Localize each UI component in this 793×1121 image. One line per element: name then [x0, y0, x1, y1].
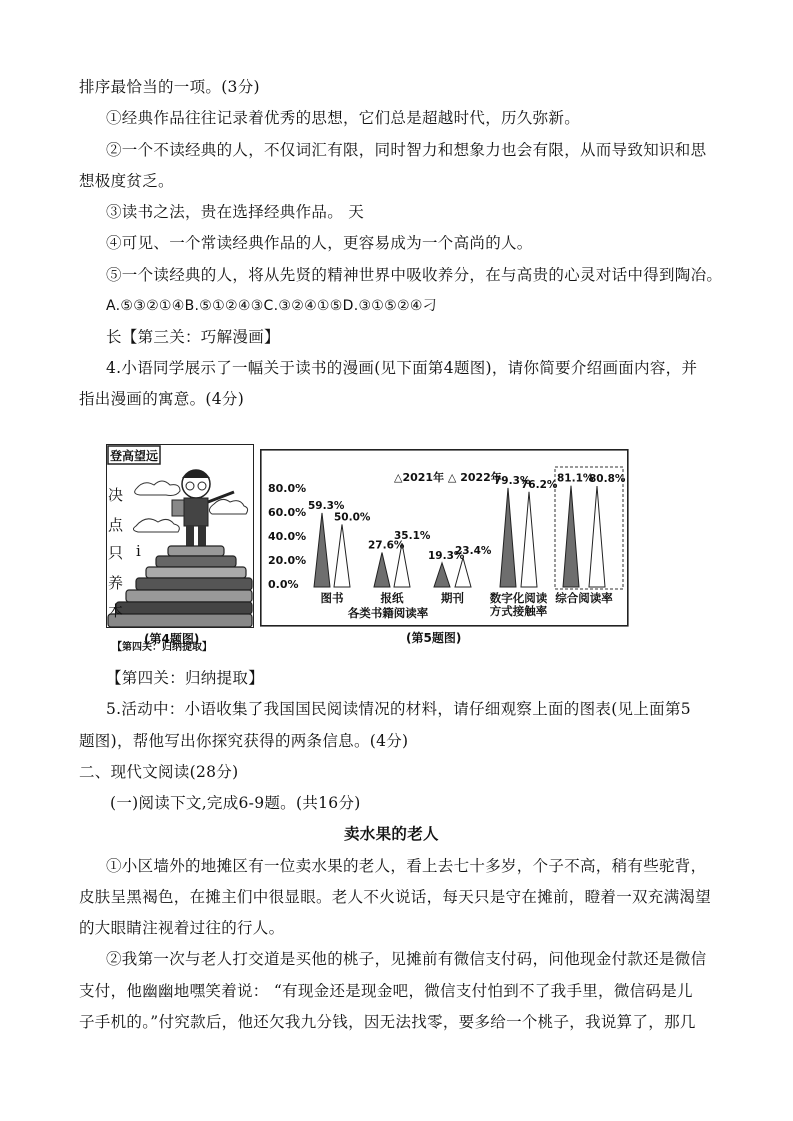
category-label: 数字化阅读	[489, 591, 548, 605]
data-label: 19.3%	[428, 549, 465, 562]
comic-side-char: 本	[108, 602, 124, 620]
chart-figure	[260, 449, 630, 645]
comic-illustration	[106, 444, 254, 653]
bar-2021	[434, 563, 450, 587]
section-heading: 二、现代文阅读(28分)	[79, 763, 239, 781]
text-line: 想极度贫乏。	[79, 172, 174, 190]
y-tick-label: 40.0%	[268, 530, 307, 543]
section-heading: 长【第三关：巧解漫画】	[106, 328, 280, 346]
text-line: A.⑤③②①④B.⑤①②④③C.③②④①⑤D.③①⑤②④刁	[106, 298, 438, 314]
x-axis-label: 各类书籍阅读率	[347, 606, 429, 620]
text-line: ①经典作品往往记录着优秀的思想，它们总是超越时代，历久弥新。	[106, 109, 581, 127]
text-line: 皮肤呈黑褐色，在摊主们中很显眼。老人不火说话，每天只是守在摊前，瞪着一双充满渴望	[79, 888, 712, 906]
bar-2022	[455, 558, 471, 587]
text-line: (一)阅读下文,完成6-9题。(共16分)	[110, 794, 361, 812]
data-label: 35.1%	[394, 530, 431, 543]
data-label: 27.6%	[368, 539, 405, 552]
text-line: 指出漫画的寓意。(4分)	[79, 390, 245, 408]
text-line: 5.活动中：小语收集了我国国民阅读情况的材料，请仔细观察上面的图表(见上面第5	[106, 700, 691, 718]
data-label: 79.3%	[494, 474, 531, 487]
data-label: 50.0%	[334, 511, 371, 524]
comic-figure	[106, 444, 254, 653]
text-line: ②我第一次与老人打交道是买他的桃子，见摊前有微信支付码，问他现金付款还是微信	[106, 950, 707, 968]
comic-banner: 登高望远	[110, 449, 159, 463]
comic-cut-text: 【第四关：归纳提取】	[112, 642, 212, 653]
comic-side-char: 点	[108, 516, 124, 534]
comic-side-char: 只	[108, 544, 124, 562]
text-line: ③读书之法，贵在选择经典作品。 天	[106, 203, 365, 221]
text-line: 子手机的。”付究款后，他还欠我九分钱，因无法找零，要多给一个桃子，我说算了，那几	[79, 1013, 696, 1031]
data-label: 59.3%	[308, 499, 345, 512]
figure-4-caption: (第4题图)	[144, 632, 200, 646]
data-label: 81.1%	[557, 472, 594, 485]
article-title: 卖水果的老人	[344, 824, 439, 843]
chart-legend: △2021年 △ 2022年	[394, 471, 502, 484]
category-label: 报纸	[380, 591, 404, 605]
category-label: 图书	[320, 591, 344, 605]
comic-side-char: 养	[108, 574, 124, 592]
data-label: 80.8%	[589, 473, 626, 485]
text-line: ①小区墙外的地摊区有一位卖水果的老人，看上去七十多岁，个子不高，稍有些驼背，	[106, 857, 707, 875]
reading-rate-chart	[260, 449, 630, 645]
data-label: 23.4%	[455, 544, 492, 557]
bar-2021	[374, 553, 390, 588]
category-label: 综合阅读率	[555, 591, 613, 605]
text-line: 排序最恰当的一项。(3分)	[79, 78, 260, 96]
text-line: ②一个不读经典的人，不仅词汇有限，同时智力和想象力也会有限，从而导致知识和思	[106, 141, 707, 159]
text-line: 题图)，帮他写出你探究获得的两条信息。(4分)	[79, 732, 409, 750]
y-tick-label: 60.0%	[268, 506, 307, 519]
section-heading: 【第四关：归纳提取】	[106, 669, 265, 687]
text-line: 4.小语同学展示了一幅关于读书的漫画(见下面第4题图)，请你简要介绍画面内容，并	[106, 359, 698, 377]
y-tick-label: 0.0%	[268, 578, 299, 591]
text-line: ⑤一个读经典的人，将从先贤的精神世界中吸收养分，在与高贵的心灵对话中得到陶冶。	[106, 266, 723, 284]
y-tick-label: 20.0%	[268, 554, 307, 567]
bar-2022	[521, 492, 537, 587]
text-line: 的大眼睛注视着过往的行人。	[79, 919, 285, 937]
y-tick-label: 80.0%	[268, 482, 307, 495]
text-line: 支付，他幽幽地嘿笑着说： “有现金还是现金吧，微信支付怕到不了我手里，微信码是儿	[79, 982, 693, 1000]
figure-5-caption: (第5题图)	[406, 631, 462, 645]
category-label: 期刊	[441, 591, 464, 605]
bar-2022	[589, 486, 605, 587]
bar-2021	[563, 486, 579, 587]
bar-2021	[500, 488, 516, 587]
comic-side-char: 决	[108, 486, 124, 504]
data-label: 76.2%	[521, 478, 558, 491]
bar-2021	[314, 513, 330, 587]
text-line: ④可见、一个常读经典作品的人，更容易成为一个高尚的人。	[106, 234, 533, 252]
bar-2022	[334, 525, 350, 588]
category-label: 方式接触率	[489, 604, 548, 618]
comic-side-char: i	[136, 542, 141, 560]
